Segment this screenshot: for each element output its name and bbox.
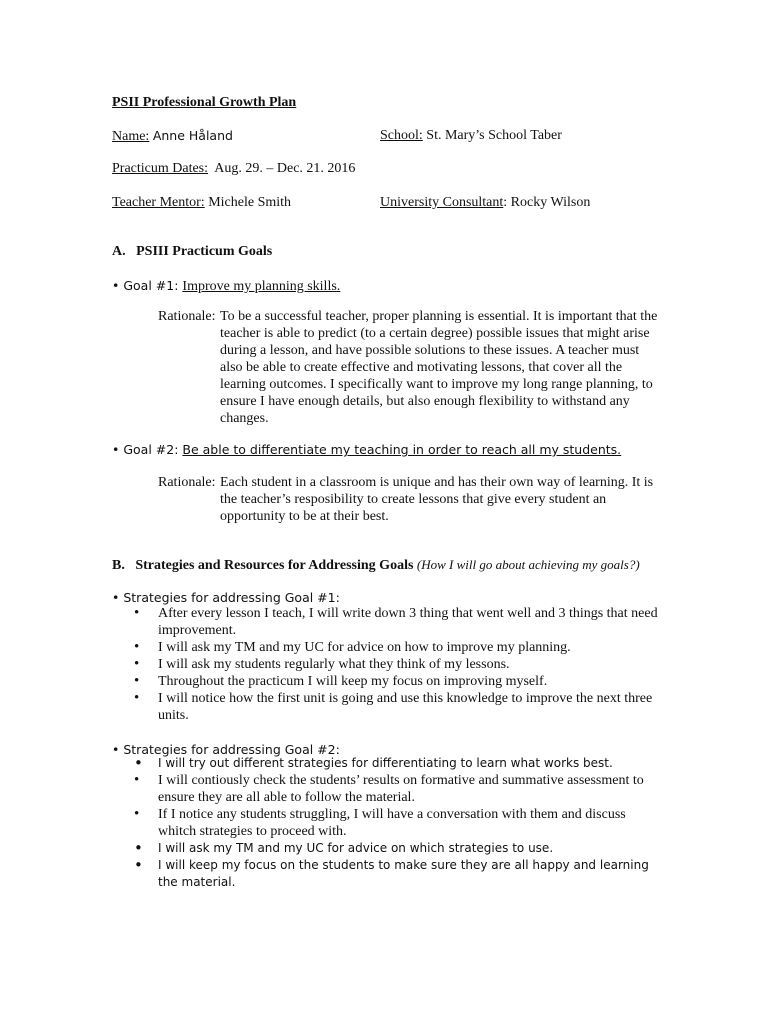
list-item: • After every lesson I teach, I will write down 3 thing that went well and 3 things that need improvement. [132, 605, 662, 639]
consultant-label: University Consultant [380, 195, 504, 210]
mentor-label: Teacher Mentor: [112, 195, 205, 210]
list-item: • I will ask my TM and my UC for advice on how to improve my planning. [132, 639, 662, 656]
goal-1-strategies-label: • Strategies for addressing Goal #1: [112, 590, 340, 605]
section-a-heading: A. PSIII Practicum Goals [112, 244, 273, 259]
dates-row [112, 160, 355, 177]
mentor-value: Michele Smith [208, 195, 292, 210]
goal-2 [112, 441, 621, 458]
list-item: • I will contiously check the students’ results on formative and summative assessment to ensure they are all able to follow the material. [132, 772, 662, 806]
goal-1-prefix: • Goal #1: [112, 278, 183, 293]
rationale-1-label: Rationale: [158, 309, 216, 324]
goal-1-text: Improve my planning skills. [182, 279, 341, 294]
section-b-heading-row [112, 556, 640, 574]
goal-2-strategies-list [132, 755, 662, 891]
section-b-heading-note: (How I will go about achieving my goals?) [416, 557, 640, 572]
section-b-heading: B. Strategies and Resources for Addressing Goals [112, 558, 414, 573]
school-label: School: [380, 128, 423, 143]
list-item: • I will notice how the first unit is going and use this knowledge to improve the next three units. [132, 690, 662, 724]
rationale-2 [158, 474, 658, 525]
list-item: • I will ask my students regularly what they think of my lessons. [132, 656, 662, 673]
list-item: • I will ask my TM and my UC for advice on which strategies to use. [132, 840, 662, 857]
goal-1-strategies-list [132, 605, 662, 724]
list-item: • I will try out different strategies for differentiating to learn what works best. [132, 755, 662, 772]
goal-1 [112, 277, 340, 295]
list-item: • If I notice any students struggling, I will have a conversation with them and discuss whitch strategies to proceed with. [132, 806, 662, 840]
name-label: Name: [112, 129, 150, 144]
goal-2-text: Be able to differentiate my teaching in order to reach all my students. [182, 442, 622, 457]
rationale-1-text: To be a successful teacher, proper planning is essential. It is important that the teacher is able to predict (to a certain degree) possible issues that might arise during a lesson, and have possible solutions to these issues. A teacher must also be able to create effective and motivating lessons, that cover all the learning outcomes. I specifically want to improve my long range planning, to ensure I have enough details, but also enough flexibility to withstand any changes. [220, 309, 658, 426]
name-row [112, 127, 233, 145]
school-row [380, 127, 562, 144]
consultant-row [380, 194, 590, 211]
rationale-2-label: Rationale: [158, 475, 216, 490]
mentor-row [112, 194, 291, 211]
list-item: • I will keep my focus on the students to make sure they are all happy and learning the material. [132, 857, 662, 891]
rationale-2-text: Each student in a classroom is unique and has their own way of learning. It is the teacher’s resposibility to create lessons that give every student an opportunity to be at their best. [220, 475, 654, 524]
consultant-value: : Rocky Wilson [503, 195, 591, 210]
goal-2-strategies-label: • Strategies for addressing Goal #2: [112, 742, 340, 757]
list-item: • Throughout the practicum I will keep my focus on improving myself. [132, 673, 662, 690]
name-value: Anne Håland [152, 128, 233, 143]
school-value: St. Mary’s School Taber [426, 128, 562, 143]
dates-value: Aug. 29. – Dec. 21. 2016 [214, 161, 356, 176]
document-title: PSII Professional Growth Plan [112, 95, 297, 110]
dates-label: Practicum Dates: [112, 161, 209, 176]
goal-2-prefix: • Goal #2: [112, 442, 183, 457]
rationale-1 [158, 308, 658, 427]
